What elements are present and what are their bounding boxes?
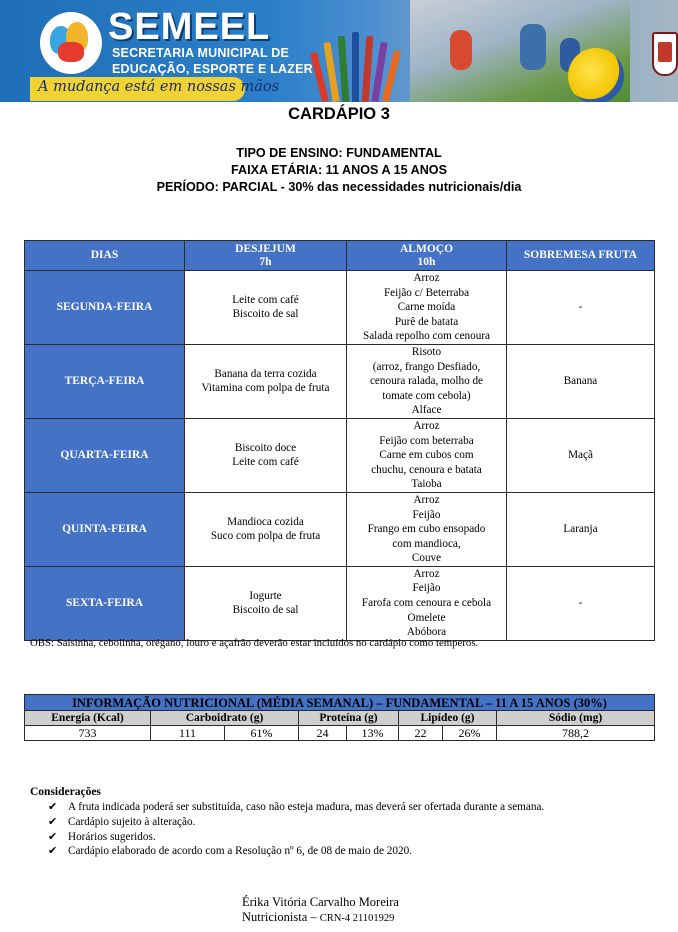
value-lipideo-pct: 26% [443,726,497,741]
label-proteina: Proteína (g) [299,711,399,726]
desjejum-cell: Mandioca cozida Suco com polpa de fruta [185,492,347,566]
faixa-etaria: FAIXA ETÁRIA: 11 ANOS A 15 ANOS [231,163,447,177]
slogan: A mudança está em nossas mãos [38,79,280,95]
banner-photo-figure [450,30,472,70]
header-sobremesa: SOBREMESA FRUTA [507,241,655,271]
menu-header-row [25,241,655,271]
day-cell: SEXTA-FEIRA [25,566,185,640]
check-icon: ✔ [48,801,58,813]
list-item: ✔ A fruta indicada poderá ser substituída, caso não esteja madura, mas deverá ser ofertada durante a semana. [48,801,545,813]
municipal-crest-icon [652,32,678,76]
value-proteina-pct: 13% [347,726,399,741]
value-sodio: 788,2 [497,726,655,741]
check-icon: ✔ [48,815,58,828]
consideracoes-title: Considerações [30,786,101,798]
day-cell: QUARTA-FEIRA [25,418,185,492]
day-cell: QUINTA-FEIRA [25,492,185,566]
signature-role [242,910,394,925]
nutrition-table [24,694,655,741]
signature-name: Érika Vitória Carvalho Moreira [242,895,399,909]
almoco-cell: Arroz Feijão com beterraba Carne em cubos com chuchu, cenoura e batata Taioba [347,418,507,492]
tipo-de-ensino: TIPO DE ENSINO: FUNDAMENTAL [236,146,442,160]
nutrition-title: INFORMAÇÃO NUTRICIONAL (MÉDIA SEMANAL) – FUNDAMENTAL – 11 A 15 ANOS (30%) [25,695,655,711]
check-icon: ✔ [48,830,58,843]
page-title: CARDÁPIO 3 [288,105,390,123]
list-item: ✔ Horários sugeridos. [48,830,156,843]
list-item: ✔ Cardápio elaborado de acordo com a Resolução nº 6, de 08 de maio de 2020. [48,845,412,858]
day-cell: TERÇA-FEIRA [25,344,185,418]
value-carboidrato-g: 111 [151,726,225,741]
menu-row [25,344,655,418]
header-dias: DIAS [25,241,185,271]
sobremesa-cell: - [507,566,655,640]
label-sodio: Sódio (mg) [497,711,655,726]
sobremesa-cell: - [507,271,655,345]
pencils-image [308,28,412,102]
value-lipideo-g: 22 [399,726,443,741]
consideracoes-list [48,800,544,859]
obs-note: OBS: Salsinha, cebolinha, orégano, louro e açafrão deverão estar incluídos no cardápio como temperos. [30,637,479,649]
semeel-logo [40,12,102,74]
brand-subtitle-line1: SECRETARIA MUNICIPAL DE [112,46,290,60]
almoco-cell: Arroz Feijão Frango em cubo ensopado com mandioca, Couve [347,492,507,566]
brand-name: SEMEEL [108,6,271,48]
sobremesa-cell: Maçã [507,418,655,492]
menu-row [25,566,655,640]
menu-row [25,418,655,492]
desjejum-cell: Banana da terra cozida Vitamina com polpa de fruta [185,344,347,418]
label-carboidrato: Carboidrato (g) [151,711,299,726]
day-cell: SEGUNDA-FEIRA [25,271,185,345]
sobremesa-cell: Laranja [507,492,655,566]
almoco-cell: Arroz Feijão c/ Beterraba Carne moída Purê de batata Salada repolho com cenoura [347,271,507,345]
value-energia: 733 [25,726,151,741]
header-almoco: ALMOÇO 10h [347,241,507,271]
almoco-cell: Arroz Feijão Farofa com cenoura e cebola Omelete Abóbora [347,566,507,640]
almoco-cell: Risoto (arroz, frango Desfiado, cenoura ralada, molho de tomate com cebola) Alface [347,344,507,418]
nutrition-labels-row [25,711,655,726]
banner-photo-figure [520,24,546,70]
menu-table [24,240,655,641]
desjejum-cell: Iogurte Biscoito de sal [185,566,347,640]
header-desjejum: DESJEJUM 7h [185,241,347,271]
desjejum-cell: Leite com café Biscoito de sal [185,271,347,345]
brand-subtitle-line2: EDUCAÇÃO, ESPORTE E LAZER [112,62,313,76]
nutrition-values-row [25,726,655,741]
label-lipideo: Lipídeo (g) [399,711,497,726]
soccer-ball-image [568,48,624,102]
value-carboidrato-pct: 61% [225,726,299,741]
check-icon: ✔ [48,845,58,858]
signature-role-label: Nutricionista – [242,910,317,924]
periodo: PERÍODO: PARCIAL - 30% das necessidades nutricionais/dia [156,180,522,194]
desjejum-cell: Biscoito doce Leite com café [185,418,347,492]
header-banner [0,0,678,102]
label-energia: Energia (Kcal) [25,711,151,726]
menu-row [25,492,655,566]
menu-row [25,271,655,345]
sobremesa-cell: Banana [507,344,655,418]
signature-crn: CRN-4 21101929 [319,913,395,924]
list-item: ✔ Cardápio sujeito à alteração. [48,815,196,828]
value-proteina-g: 24 [299,726,347,741]
